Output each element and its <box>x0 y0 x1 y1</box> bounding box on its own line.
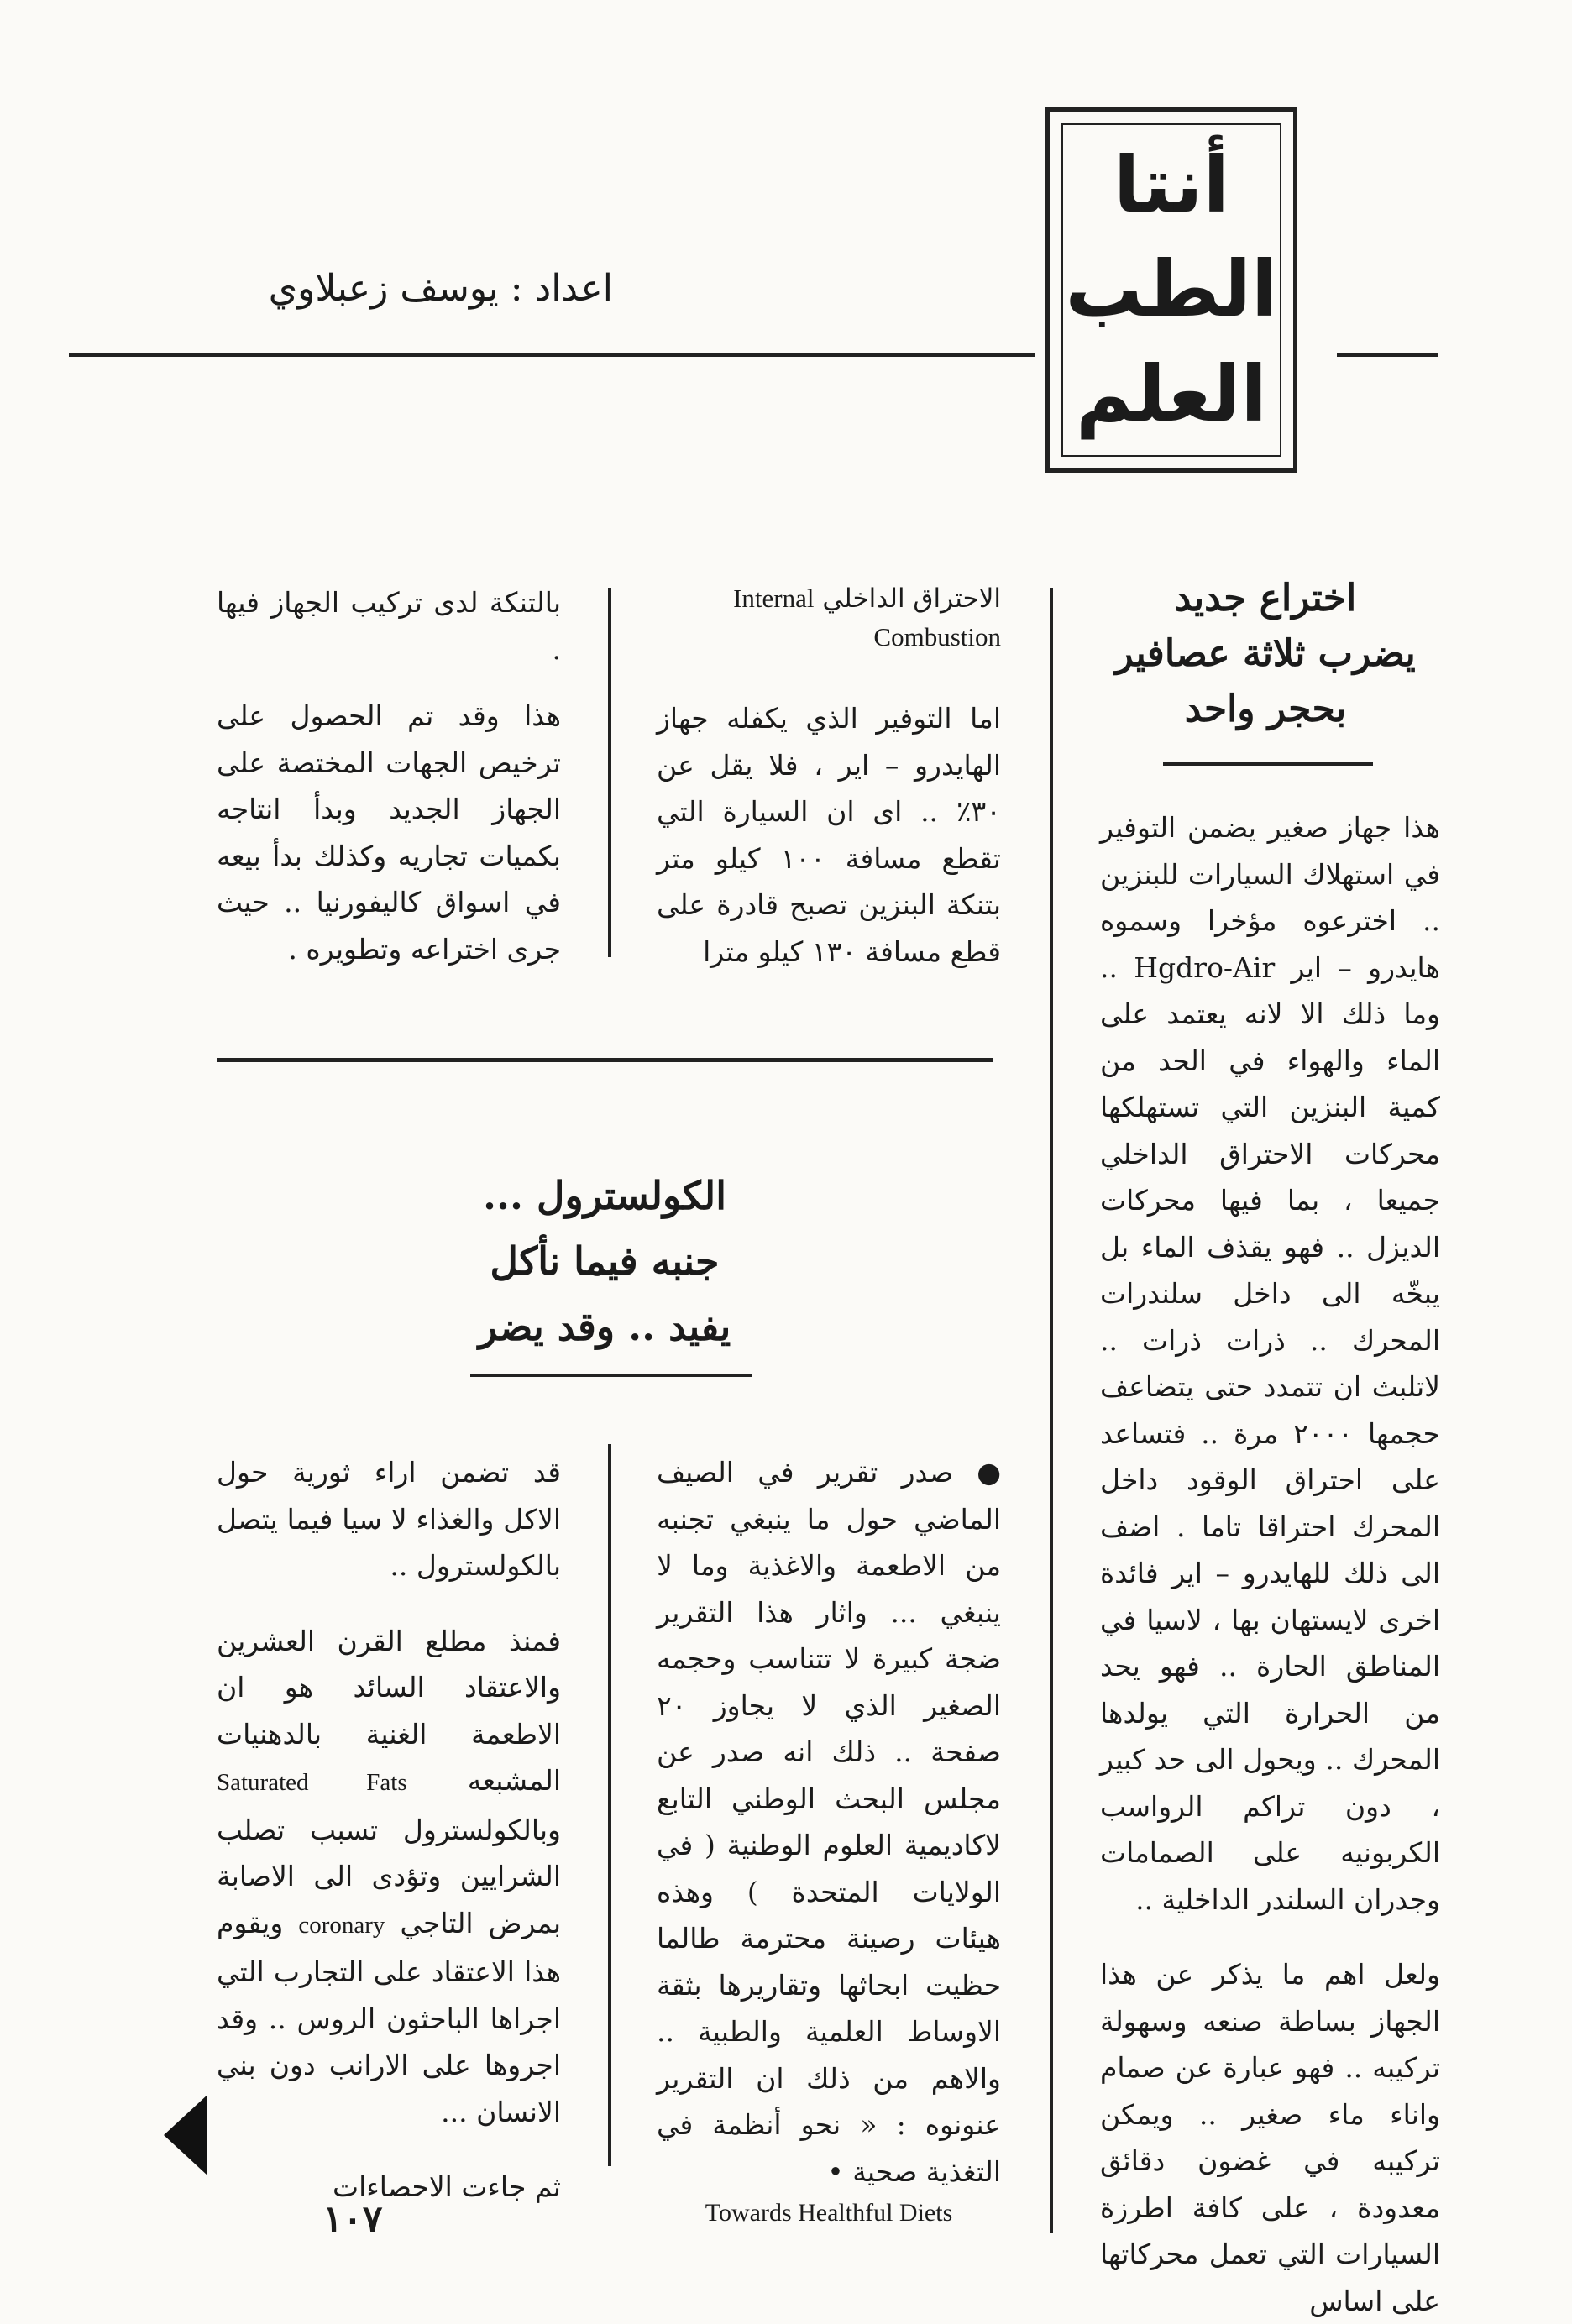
article2-title-underline <box>470 1374 752 1377</box>
article2-col3-text-b: وبالكولسترول تسبب تصلب الشرايين وتؤدى الى الاصابة بمرض التاجي <box>217 1813 561 1939</box>
logo-line-2: الطب <box>1065 244 1278 335</box>
continue-arrow-icon <box>164 2095 207 2175</box>
article1-column-left <box>217 579 561 972</box>
byline: اعداد : يوسف زعبلاوي <box>268 267 613 310</box>
article2-title-line-2: جنبه فيما نأكل <box>490 1238 720 1284</box>
header-rule-right <box>1337 353 1438 357</box>
column-divider <box>608 588 611 957</box>
article2-col3-paragraph-2 <box>217 1618 561 2136</box>
logo-line-1: أنتا <box>1113 140 1230 231</box>
article1-title-underline <box>1163 762 1373 766</box>
column-divider <box>1050 588 1053 2233</box>
section-logo <box>1045 107 1297 473</box>
article-separator-rule <box>217 1058 993 1062</box>
article1-column-middle <box>657 579 1001 975</box>
article1-title-line-3: بحجر واحد <box>1184 688 1347 730</box>
article1-col2-heading-en: Internal Combustion <box>733 584 1001 652</box>
logo-line-3: العلم <box>1076 348 1267 439</box>
article2-title <box>437 1163 773 1359</box>
article2-col3-text-a: فمنذ مطلع القرن العشرين والاعتقاد السائد هو ان الاطعمة الغنية بالدهنيات المشبعه <box>217 1624 561 1797</box>
article2-title-line-1: الكولسترول ... <box>483 1173 726 1218</box>
article1-col1-paragraph-2: ولعل اهم ما يذكر عن هذا الجهاز بساطة صنعه وسهولة تركيبه .. فهو عبارة عن صمام واناء ماء صغير .. ويمكن تركيبه في غضون دقائق معدودة ، على كافة اطرزة السيارات التي تعمل محركاتها على اساس <box>1100 1958 1440 2317</box>
column-divider <box>608 1444 611 2166</box>
article1-title-line-1: اختراع جديد <box>1174 577 1357 620</box>
article2-column-left <box>217 1449 561 2211</box>
article1-column-right <box>1100 804 1440 2324</box>
article2-title-line-3: يفيد .. وقد يضر <box>478 1304 731 1349</box>
article1-col3-line: بالتنكة لدى تركيب الجهاز فيها . <box>217 586 561 666</box>
article1-col2-heading: الاحتراق الداخلي <box>822 584 1001 614</box>
header-rule-left <box>69 353 1035 357</box>
page-number: ١٠٧ <box>322 2198 383 2241</box>
article2-col2-text: ● صدر تقرير في الصيف الماضي حول ما ينبغي تجنبه من الاطعمة والاغذية وما لا ينبغي ... واثار هذا التقرير ضجة كبيرة لا تتناسب وحجمه الصغير الذي لا يجاوز ٢٠ صفحة .. ذلك انه صدر عن مجلس البحث الوطني التابع لاكاديمية العلوم الوطنية ( في الولايات المتحدة ) وهذه هيئات رصينة محترمة طالما حظيت ابحاثها وتقاريرها بثقة الاوساط العلمية والطبية .. والاهم من ذلك ان التقرير عنونوه : « نحو أنظمة في التغذية صحية • <box>657 1456 1001 2188</box>
article2-col3-text-c: ويقوم هذا الاعتقاد على التجارب التي اجراها الباحثون الروس .. وقد اجروها على الارانب دون بني الانسان ... <box>217 1906 561 2128</box>
article1-title-line-2: يضرب ثلاثة عصافير <box>1115 632 1416 675</box>
article2-col3-en-2: coronary <box>298 1911 385 1939</box>
article1-col3-text: هذا وقد تم الحصول على ترخيص الجهات المختصة على الجهاز الجديد وبدأ انتاجه بكميات تجاريه وكذلك بدأ بيعه في اسواق كاليفورنيا .. حيث جرى اختراعه وتطويره . <box>217 699 561 966</box>
article2-col3-en-1: Saturated Fats <box>217 1769 407 1796</box>
section-logo-lettering <box>1061 123 1281 457</box>
article2-col3-paragraph-1: قد تضمن اراء ثورية حول الاكل والغذاء لا سيا فيما يتصل بالكولسترول .. <box>217 1456 561 1582</box>
article1-col2-text: اما التوفير الذي يكفله جهاز الهايدرو – اير ، فلا يقل عن ٣٠٪ .. اى ان السيارة التي تقطع مسافة ١٠٠ كيلو متر بتنكة البنزين تصبح قادرة على قطع مسافة ١٣٠ كيلو مترا <box>657 702 1001 968</box>
article1-col1-paragraph-1: هذا جهاز صغير يضمن التوفير في استهلاك السيارات للبنزين .. اخترعوه مؤخرا وسموه هايدرو – اير Hgdro-Air .. وما ذلك الا لانه يعتمد على الماء والهواء في الحد من كمية البنزين التي تستهلكها محركات الاحتراق الداخلي جميعا ، بما فيها محركات الديزل .. فهو يقذف الماء بل يبخّه الى داخل سلندرات المحرك .. ذرات ذرات .. لاتلبث ان تتمدد حتى يتضاعف حجمها ٢٠٠٠ مرة .. فتساعد على احتراق الوقود داخل المحرك احتراقا تاما . اضف الى ذلك للهايدرو – اير فائدة اخرى لايستهان بها ، لاسيا في المناطق الحارة .. فهو يحد من الحرارة التي يولدها المحرك .. ويحول الى حد كبير ، دون تراكم الرواسب الكربونيه على الصمامات وجدران السلندر الداخلية .. <box>1100 811 1440 1916</box>
article2-col2-text-en: Towards Healthful Diets <box>705 2199 953 2227</box>
article2-col3-last-line: ثم جاءت الاحصاءات <box>333 2170 561 2203</box>
article2-column-middle <box>657 1449 1001 2232</box>
article1-title <box>1077 571 1454 737</box>
